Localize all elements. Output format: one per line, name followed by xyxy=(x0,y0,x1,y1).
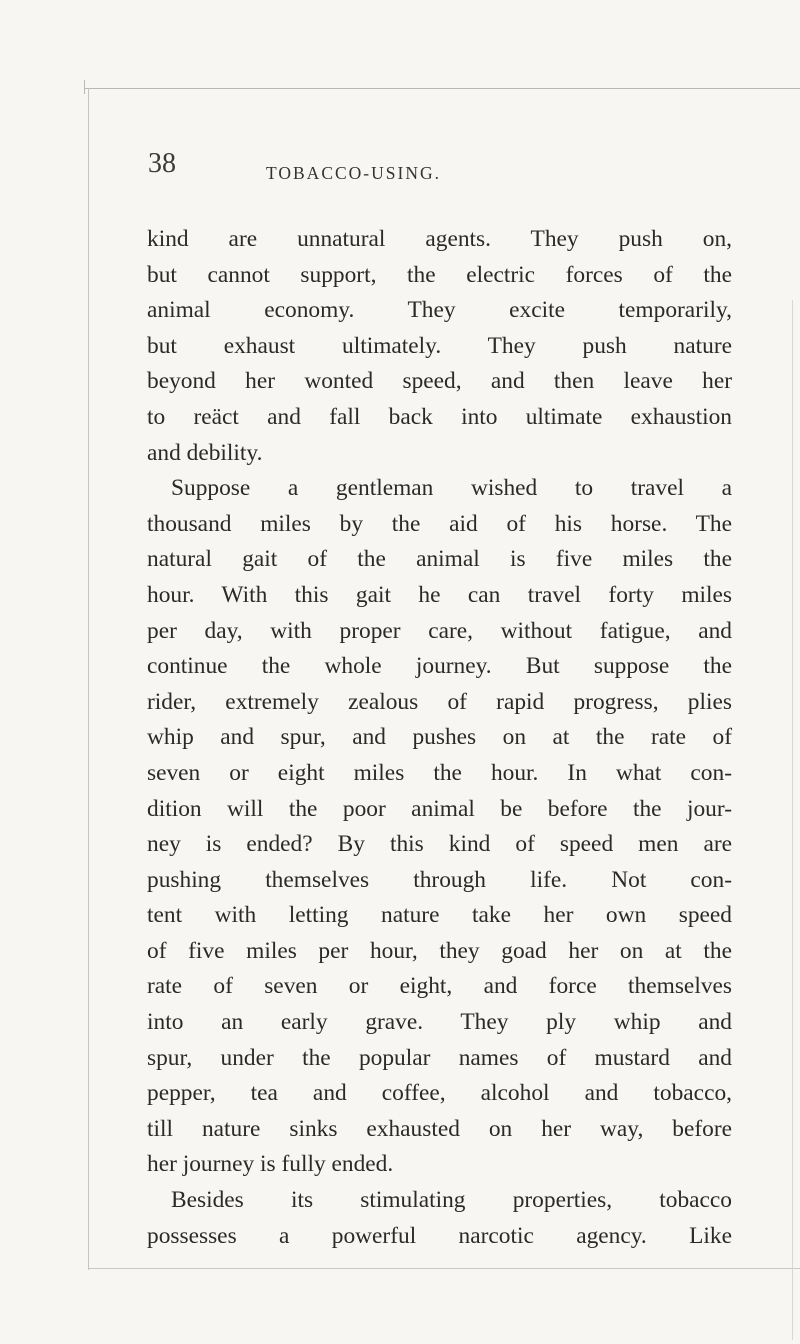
text-line: rider, extremely zealous of rapid progress, plies xyxy=(147,688,732,715)
text-line: continue the whole journey. But suppose the xyxy=(147,653,732,680)
page-frame-corner xyxy=(84,80,85,94)
text-line: pushing themselves through life. Not con- xyxy=(147,866,732,893)
text-line: Suppose a gentleman wished to travel a xyxy=(171,475,732,502)
text-line: whip and spur, and pushes on at the rate of xyxy=(147,724,732,751)
page-frame-bottom-rule xyxy=(88,1268,800,1269)
text-line: but cannot support, the electric forces of the xyxy=(147,261,732,288)
text-line: spur, under the popular names of mustard and xyxy=(147,1044,732,1071)
running-head: TOBACCO-USING. xyxy=(266,163,441,183)
text-line: beyond her wonted speed, and then leave her xyxy=(147,368,732,395)
text-line: possesses a powerful narcotic agency. Like xyxy=(147,1222,732,1249)
text-line: ney is ended? By this kind of speed men are xyxy=(147,831,732,858)
page-frame-right-rule xyxy=(792,300,793,1340)
text-line: and debility. xyxy=(147,439,263,466)
text-line: kind are unnatural agents. They push on, xyxy=(147,226,732,252)
text-line: natural gait of the animal is five miles the xyxy=(147,546,732,573)
text-line: to reäct and fall back into ultimate exhaustion xyxy=(147,403,732,430)
text-line: pepper, tea and coffee, alcohol and tobacco, xyxy=(147,1080,732,1107)
text-line: seven or eight miles the hour. In what con- xyxy=(147,759,732,786)
page-frame-left-rule xyxy=(88,88,89,1270)
body-text xyxy=(147,222,732,1254)
page-frame-top-rule xyxy=(84,88,800,89)
text-line: thousand miles by the aid of his horse. The xyxy=(147,510,732,537)
text-line: per day, with proper care, without fatigue, and xyxy=(147,617,732,644)
text-line: hour. With this gait he can travel forty miles xyxy=(147,581,732,608)
text-line: of five miles per hour, they goad her on at the xyxy=(147,937,732,964)
text-line: her journey is fully ended. xyxy=(147,1151,394,1178)
text-line: rate of seven or eight, and force themselves xyxy=(147,973,732,1000)
text-line: animal economy. They excite temporarily, xyxy=(147,297,732,324)
text-line: but exhaust ultimately. They push nature xyxy=(147,332,732,359)
text-line: Besides its stimulating properties, tobacco xyxy=(171,1187,732,1214)
text-line: tent with letting nature take her own speed xyxy=(147,902,732,929)
text-line: into an early grave. They ply whip and xyxy=(147,1009,732,1036)
page-number: 38 xyxy=(148,148,176,179)
text-line: till nature sinks exhausted on her way, before xyxy=(147,1115,732,1142)
text-line: dition will the poor animal be before the jour- xyxy=(147,795,732,822)
